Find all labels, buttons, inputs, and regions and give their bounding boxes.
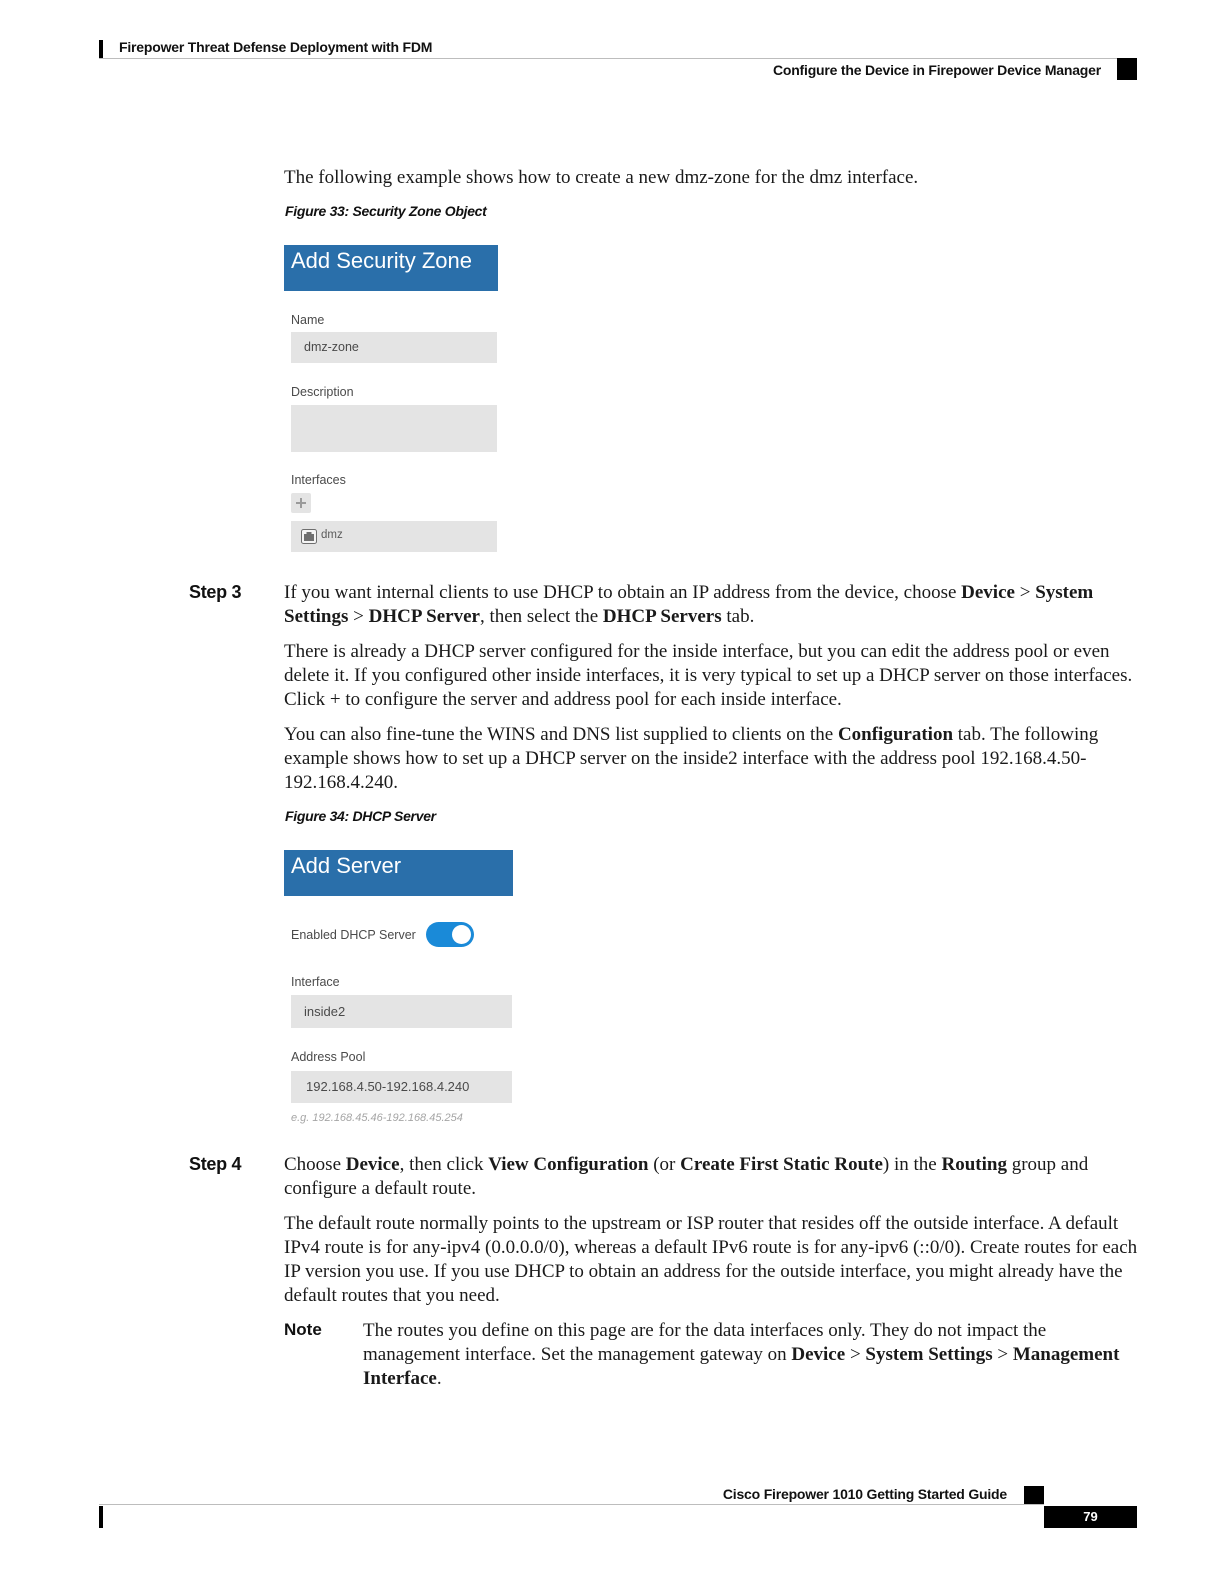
note-label: Note: [284, 1320, 322, 1339]
interface-select[interactable]: inside2: [291, 995, 512, 1028]
add-interface-button[interactable]: [291, 493, 311, 513]
header-right-block: [1117, 58, 1137, 80]
step-4-instruction: Choose Device, then click View Configuration (or Create First Static Route) in the Routing group and configure a default route.: [284, 1154, 1089, 1199]
dialog-title: Add Security Zone: [284, 245, 498, 291]
add-security-zone-dialog: [284, 245, 498, 555]
figure-33-caption: Figure 33: Security Zone Object: [285, 203, 487, 219]
plus-icon: [291, 493, 311, 513]
enabled-dhcp-toggle[interactable]: [426, 922, 474, 947]
footer-rule: [99, 1504, 1044, 1505]
toggle-knob: [452, 925, 471, 944]
page-number: 79: [1044, 1506, 1137, 1528]
interface-chip-dmz[interactable]: [291, 521, 497, 552]
name-label: Name: [291, 313, 325, 327]
interface-chip-label: dmz: [321, 529, 343, 541]
step-4-label: Step 4: [189, 1154, 242, 1174]
step-3-paragraph-3: You can also fine-tune the WINS and DNS list supplied to clients on the Configuration tab. The following example shows how to set up a DHCP server on the inside2 interface with the address pool 192.168.4.50-192.168.4.240.: [284, 724, 1099, 793]
intro-paragraph: The following example shows how to create a new dmz-zone for the dmz interface.: [284, 167, 919, 188]
step-3-paragraph-2: There is already a DHCP server configured for the inside interface, but you can edit the address pool or even delete it. If you configured other inside interfaces, it is very typical to set up a DHCP server on those interfaces. Click + to configure the server and address pool for each inside interface.: [284, 641, 1133, 710]
description-textarea[interactable]: [291, 405, 497, 452]
footer-left-bar: [99, 1506, 103, 1528]
add-server-dialog: [284, 850, 513, 1130]
dialog-title: Add Server: [284, 850, 513, 896]
interface-icon: [301, 529, 317, 544]
header-chapter-title: Configure the Device in Firepower Device Manager: [772, 62, 1101, 78]
step-3-label: Step 3: [189, 582, 242, 602]
address-pool-hint: e.g. 192.168.45.46-192.168.45.254: [291, 1112, 463, 1124]
note-text: The routes you define on this page are for the data interfaces only. They do not impact the management interface. Set the management gateway on Device > System Settings > Management Interface.: [363, 1320, 1120, 1389]
footer-block: [1024, 1486, 1044, 1505]
header-left-bar: [99, 40, 103, 58]
figure-34-caption: Figure 34: DHCP Server: [285, 808, 436, 824]
enabled-dhcp-label: Enabled DHCP Server: [291, 928, 416, 942]
header-rule: [99, 58, 1137, 59]
footer-guide-title: Cisco Firepower 1010 Getting Started Guide: [722, 1486, 1007, 1502]
step-4-paragraph-2: The default route normally points to the upstream or ISP router that resides off the outside interface. A default IPv4 route is for any-ipv4 (0.0.0.0/0), whereas a default IPv6 route is for any-ipv6 (::0/0). Create routes for each IP version you use. If you use DHCP to obtain an address for the outside interface, you might already have the default routes that you need.: [284, 1213, 1138, 1306]
header-book-title: Firepower Threat Defense Deployment with FDM: [119, 39, 433, 55]
address-pool-label: Address Pool: [291, 1050, 366, 1064]
interface-label: Interface: [291, 975, 340, 989]
description-label: Description: [291, 385, 354, 399]
name-input[interactable]: dmz-zone: [291, 332, 497, 363]
step-3-instruction: If you want internal clients to use DHCP to obtain an IP address from the device, choose Device > System Settings > DHCP Server, then select the DHCP Servers tab.: [284, 582, 1094, 627]
interfaces-label: Interfaces: [291, 473, 346, 487]
address-pool-input[interactable]: 192.168.4.50-192.168.4.240: [291, 1071, 512, 1103]
